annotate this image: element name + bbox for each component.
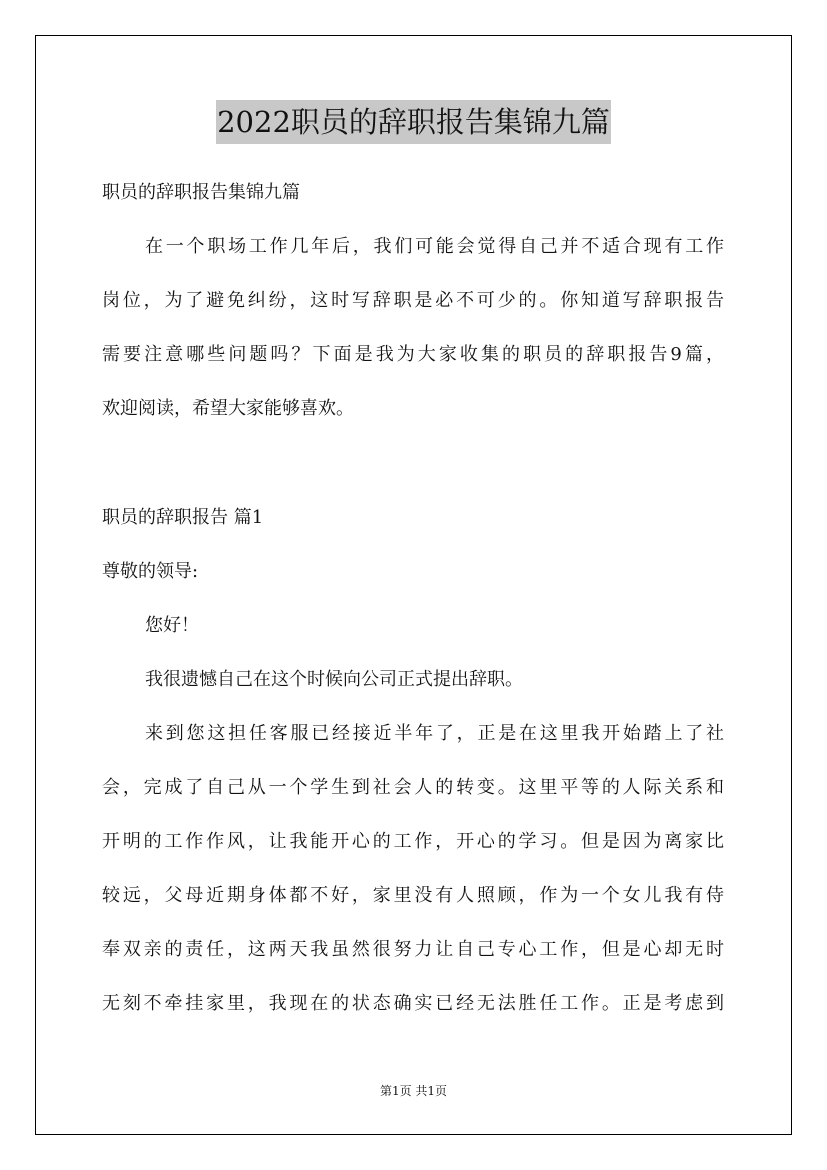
intro-line: 岗位，为了避免纠纷，这时写辞职是必不可少的。你知道写辞职报告 [102, 290, 724, 311]
greeting: 您好！ [145, 615, 199, 636]
intro-line: 需要注意哪些问题吗？下面是我为大家收集的职员的辞职报告9篇， [102, 344, 724, 365]
salutation: 尊敬的领导: [102, 561, 199, 582]
intro-line: 在一个职场工作几年后，我们可能会觉得自己并不适合现有工作 [145, 236, 724, 257]
paragraph-2-line: 开明的工作作风，让我能开心的工作，开心的学习。但是因为离家比 [102, 831, 724, 852]
paragraph-2-line: 会，完成了自己从一个学生到社会人的转变。这里平等的人际关系和 [102, 777, 724, 798]
title-container [0, 100, 827, 144]
intro-line: 欢迎阅读，希望大家能够喜欢。 [102, 398, 354, 419]
paragraph-2-line: 奉双亲的责任，这两天我虽然很努力让自己专心工作，但是心却无时 [102, 939, 724, 960]
page-number: 第1页 共1页 [379, 1084, 448, 1098]
paragraph-2-line: 无刻不牵挂家里，我现在的状态确实已经无法胜任工作。正是考虑到 [102, 993, 724, 1014]
document-title: 2022职员的辞职报告集锦九篇 [216, 100, 611, 144]
paragraph-2-line: 来到您这担任客服已经接近半年了，正是在这里我开始踏上了社 [145, 723, 724, 744]
paragraph-2-line: 较远，父母近期身体都不好，家里没有人照顾，作为一个女儿我有侍 [102, 885, 724, 906]
paragraph-1: 我很遗憾自己在这个时候向公司正式提出辞职。 [145, 669, 523, 690]
section-heading: 职员的辞职报告 篇1 [102, 507, 264, 528]
document-subtitle: 职员的辞职报告集锦九篇 [102, 182, 300, 203]
